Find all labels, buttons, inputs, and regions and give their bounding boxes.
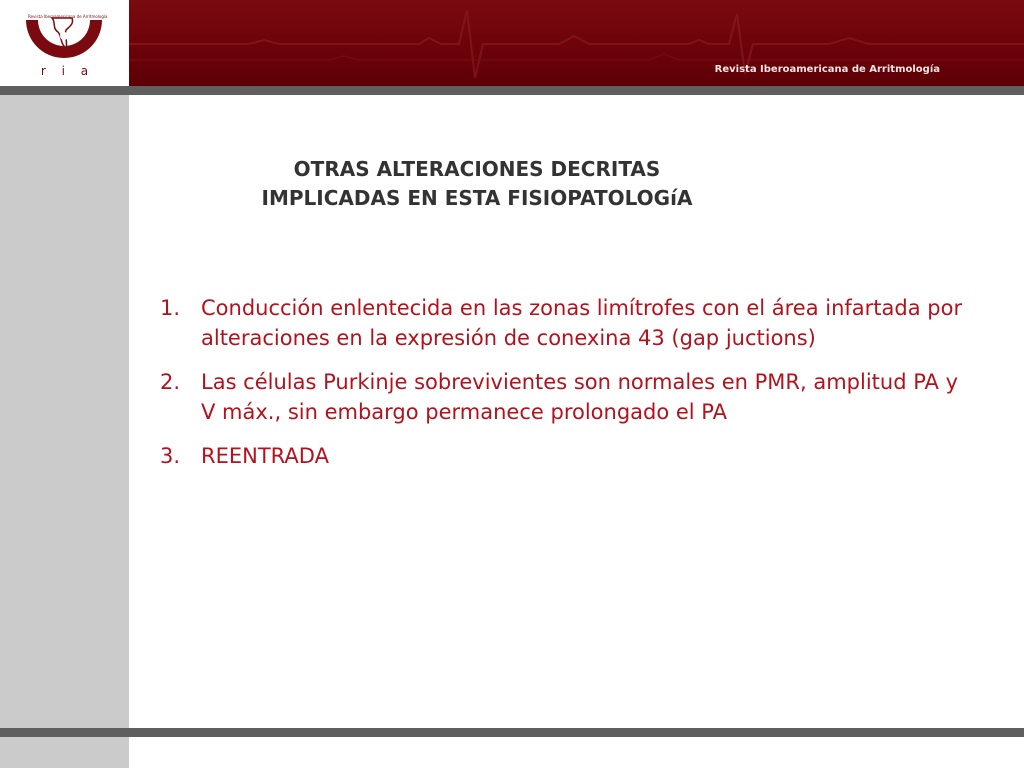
- list-item-text: REENTRADA: [201, 444, 329, 468]
- slide-title-line-1: OTRAS ALTERACIONES DECRITAS: [293, 157, 661, 181]
- journal-name: Revista Iberoamericana de Arritmología: [714, 64, 940, 75]
- numbered-list: [160, 293, 970, 485]
- slide-title: [150, 155, 804, 213]
- slide-title-line-2: IMPLICADAS EN ESTA FISIOPATOLOGíA: [261, 186, 693, 210]
- bottom-divider-band: [0, 728, 1024, 737]
- header-banner: [0, 0, 1024, 86]
- logo-small-text: Revista Iberoamericana de Arritmología: [28, 14, 108, 19]
- left-sidebar-panel: [0, 95, 129, 728]
- list-item-number: 1.: [160, 296, 181, 320]
- left-sidebar-footer: [0, 737, 129, 768]
- list-item-number: 3.: [160, 444, 181, 468]
- list-item-text: Las células Purkinje sobrevivientes son normales en PMR, amplitud PA y V máx., sin embargo permanece prolongado el PA: [201, 370, 959, 424]
- list-item: [160, 441, 970, 471]
- list-item: [160, 293, 970, 353]
- list-item-number: 2.: [160, 370, 181, 394]
- logo-wordmark: r i a: [40, 64, 95, 78]
- logo-area: [0, 0, 129, 86]
- list-item: [160, 367, 970, 427]
- list-item-text: Conducción enlentecida en las zonas limítrofes con el área infartada por alteraciones en la expresión de conexina 43 (gap juctions): [201, 296, 963, 350]
- top-divider-band: [0, 86, 1024, 95]
